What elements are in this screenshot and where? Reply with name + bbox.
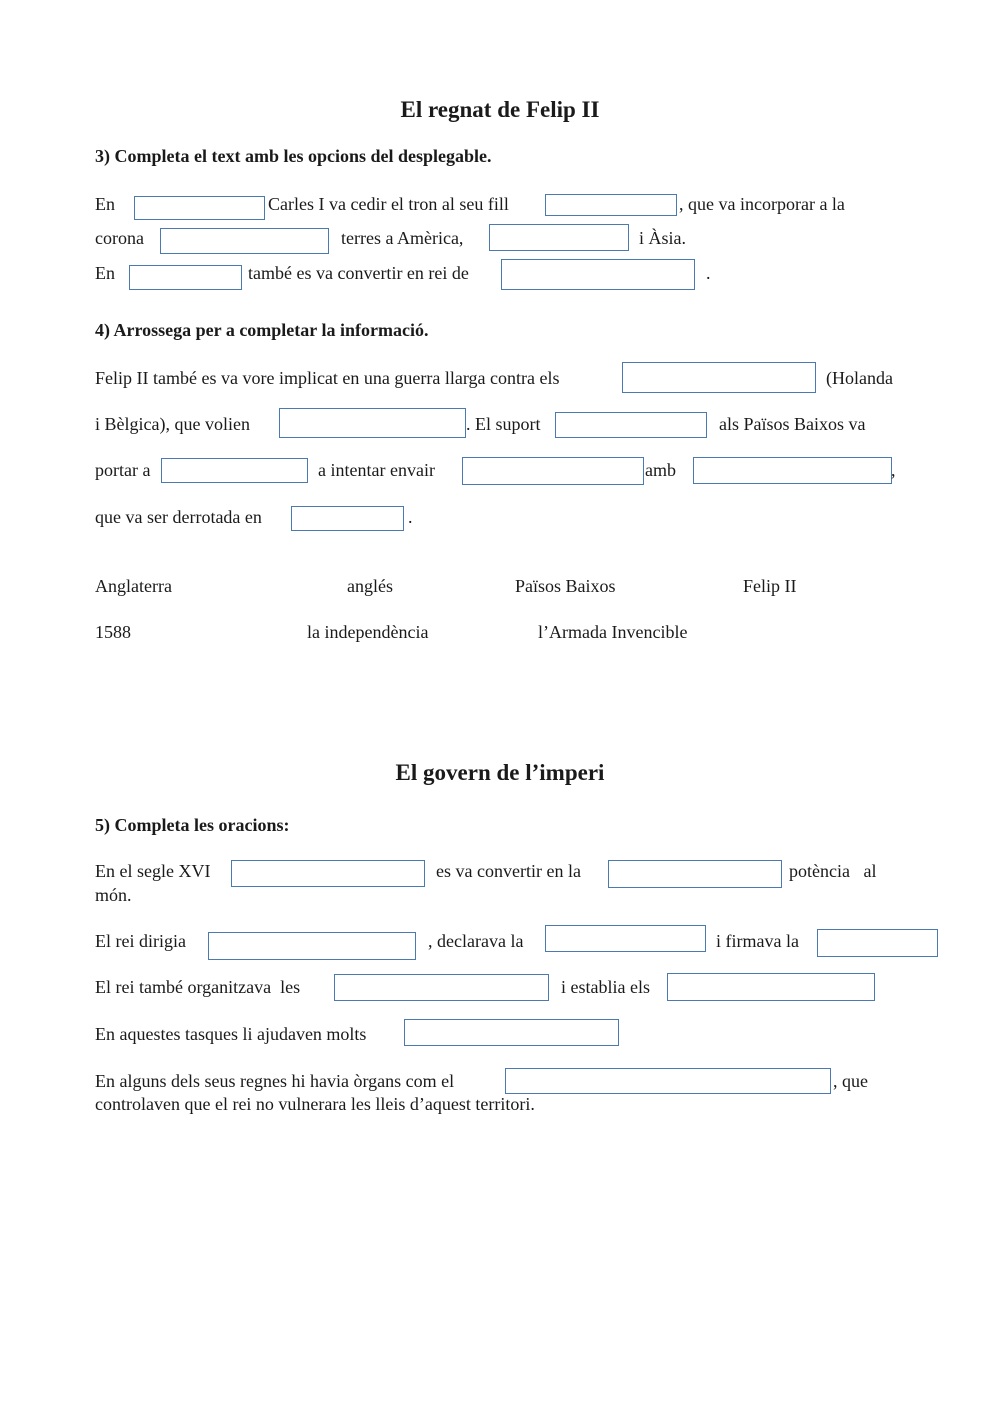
q3-text: Carles I va cedir el tron al seu fill xyxy=(268,194,509,214)
q3-text: i Àsia. xyxy=(639,228,686,248)
q5-input-country[interactable] xyxy=(231,860,425,887)
q3-dropdown-kingdom[interactable] xyxy=(501,259,695,290)
q3-dropdown-year-2[interactable] xyxy=(129,265,242,290)
q5-input-directs[interactable] xyxy=(208,932,416,960)
q5-text: En aquestes tasques li ajudaven molts xyxy=(95,1024,367,1044)
q4-text: que va ser derrotada en xyxy=(95,507,262,527)
question-3-heading: 3) Completa el text amb les opcions del desplegable. xyxy=(95,146,492,166)
q5-input-signs[interactable] xyxy=(817,929,938,957)
q5-text: potència al xyxy=(789,861,877,881)
q5-text: es va convertir en la xyxy=(436,861,581,881)
q5-text: En alguns dels seus regnes hi havia òrgans com el xyxy=(95,1071,455,1091)
q3-text: En xyxy=(95,263,115,283)
q4-text: . El suport xyxy=(466,414,541,434)
q3-text: també es va convertir en rei de xyxy=(248,263,469,283)
q4-drop-target-support[interactable] xyxy=(555,412,707,438)
q4-text: . xyxy=(408,507,413,527)
q5-input-establishes[interactable] xyxy=(667,973,875,1001)
section-title-govern: El govern de l’imperi xyxy=(395,760,605,785)
drag-option[interactable]: Felip II xyxy=(743,576,797,596)
q5-input-organizes[interactable] xyxy=(334,974,549,1001)
q3-text: . xyxy=(706,263,711,283)
q3-text: En xyxy=(95,194,115,214)
q3-dropdown-crown[interactable] xyxy=(160,228,329,254)
q5-text: , que xyxy=(833,1071,868,1091)
question-4-heading: 4) Arrossega per a completar la informació. xyxy=(95,320,429,340)
q5-text: En el segle XVI xyxy=(95,861,211,881)
section-title-felip: El regnat de Felip II xyxy=(400,97,600,122)
q5-input-rank[interactable] xyxy=(608,860,782,888)
q3-text: corona xyxy=(95,228,144,248)
q4-drop-target-countries[interactable] xyxy=(622,362,816,393)
q4-text: als Països Baixos va xyxy=(719,414,866,434)
q5-text: , declarava la xyxy=(428,931,524,951)
q3-text: terres a Amèrica, xyxy=(341,228,464,248)
q5-text: i firmava la xyxy=(716,931,799,951)
q5-text: i establia els xyxy=(561,977,650,997)
q4-text: portar a xyxy=(95,460,151,480)
q4-text: (Holanda xyxy=(826,368,893,388)
q5-input-declares[interactable] xyxy=(545,925,706,952)
drag-option[interactable]: la independència xyxy=(307,622,429,642)
q5-input-helpers[interactable] xyxy=(404,1019,619,1046)
q5-text: El rei també organitzava les xyxy=(95,977,301,997)
q4-drop-target-fleet[interactable] xyxy=(693,457,892,484)
q4-drop-target-year[interactable] xyxy=(291,506,404,531)
q4-text: , xyxy=(891,460,896,480)
q4-drop-target-invaded[interactable] xyxy=(462,457,644,485)
q4-drop-target-goal[interactable] xyxy=(279,408,466,438)
drag-option[interactable]: l’Armada Invencible xyxy=(538,622,688,642)
drag-option[interactable]: Anglaterra xyxy=(95,576,172,596)
q3-dropdown-region[interactable] xyxy=(489,224,629,251)
question-5-heading: 5) Completa les oracions: xyxy=(95,815,290,835)
q5-text: món. xyxy=(95,885,132,905)
q5-text: El rei dirigia xyxy=(95,931,186,951)
drag-option[interactable]: Països Baixos xyxy=(515,576,616,596)
q3-text: , que va incorporar a la xyxy=(679,194,845,214)
q3-dropdown-son[interactable] xyxy=(545,194,677,216)
q4-text: a intentar envair xyxy=(318,460,435,480)
drag-option[interactable]: anglés xyxy=(347,576,393,596)
q5-input-organ[interactable] xyxy=(505,1068,831,1094)
q4-text: amb xyxy=(645,460,676,480)
q4-text: i Bèlgica), que volien xyxy=(95,414,250,434)
q4-drop-target-king[interactable] xyxy=(161,458,308,483)
drag-option[interactable]: 1588 xyxy=(95,622,131,642)
q4-text: Felip II també es va vore implicat en una guerra llarga contra els xyxy=(95,368,560,388)
q5-text: controlaven que el rei no vulnerara les lleis d’aquest territori. xyxy=(95,1094,535,1114)
q3-dropdown-year[interactable] xyxy=(134,196,265,220)
